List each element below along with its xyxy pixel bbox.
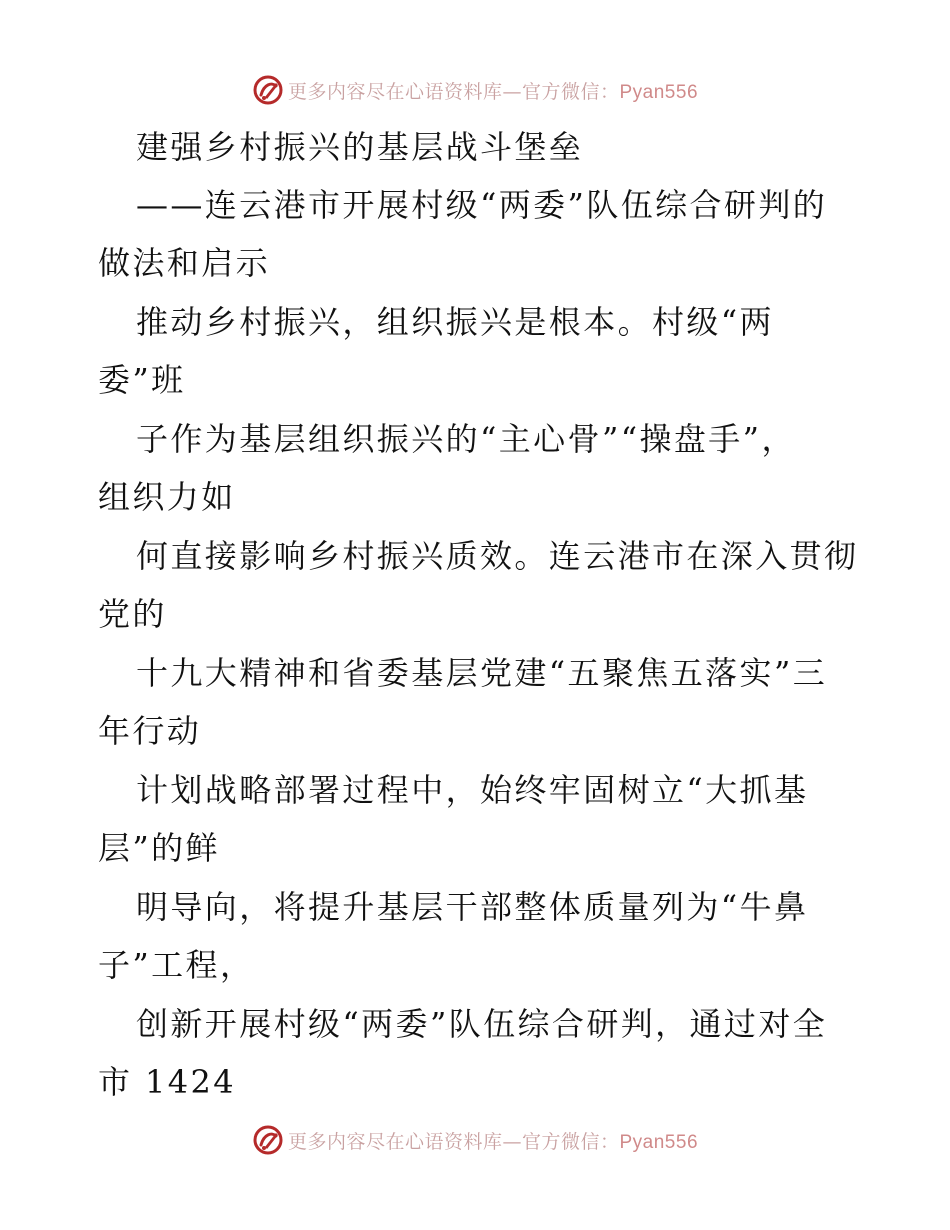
document-title: 建强乡村振兴的基层战斗堡垒 — [136, 128, 584, 166]
paragraph-line: 十九大精神和省委基层党建“五聚焦五落实”三 — [136, 654, 828, 692]
paragraph-line: 计划战略部署过程中，始终牢固树立“大抓基 — [136, 771, 809, 809]
red-swirl-pen-logo-icon — [252, 1124, 284, 1156]
paragraph-line: 子”工程， — [98, 946, 255, 984]
paragraph-line: 明导向，将提升基层干部整体质量列为“牛鼻 — [136, 888, 809, 926]
paragraph-line: 创新开展村级“两委”队伍综合研判，通过对全 — [136, 1005, 828, 1043]
footer-watermark — [0, 1120, 950, 1160]
document-subtitle-continued: 做法和启示 — [98, 244, 271, 282]
document-subtitle: ——连云港市开展村级“两委”队伍综合研判的 — [136, 186, 828, 224]
paragraph-line: 委”班 — [98, 361, 186, 399]
paragraph-line: 年行动 — [98, 712, 202, 750]
paragraph-line: 市 1424 — [98, 1063, 237, 1101]
paragraph-line: 推动乡村振兴，组织振兴是根本。村级“两 — [136, 303, 774, 341]
paragraph-line: 层”的鲜 — [98, 829, 220, 867]
paragraph-line: 党的 — [98, 595, 167, 633]
watermark-text: 更多内容尽在心语资料库—官方微信：Pyan556 — [287, 80, 699, 103]
watermark-text: 更多内容尽在心语资料库—官方微信：Pyan556 — [287, 1130, 699, 1153]
paragraph-line: 子作为基层组织振兴的“主心骨”“操盘手”， — [136, 420, 796, 458]
paragraph-line: 组织力如 — [98, 478, 236, 516]
paragraph-line: 何直接影响乡村振兴质效。连云港市在深入贯彻 — [136, 537, 859, 575]
